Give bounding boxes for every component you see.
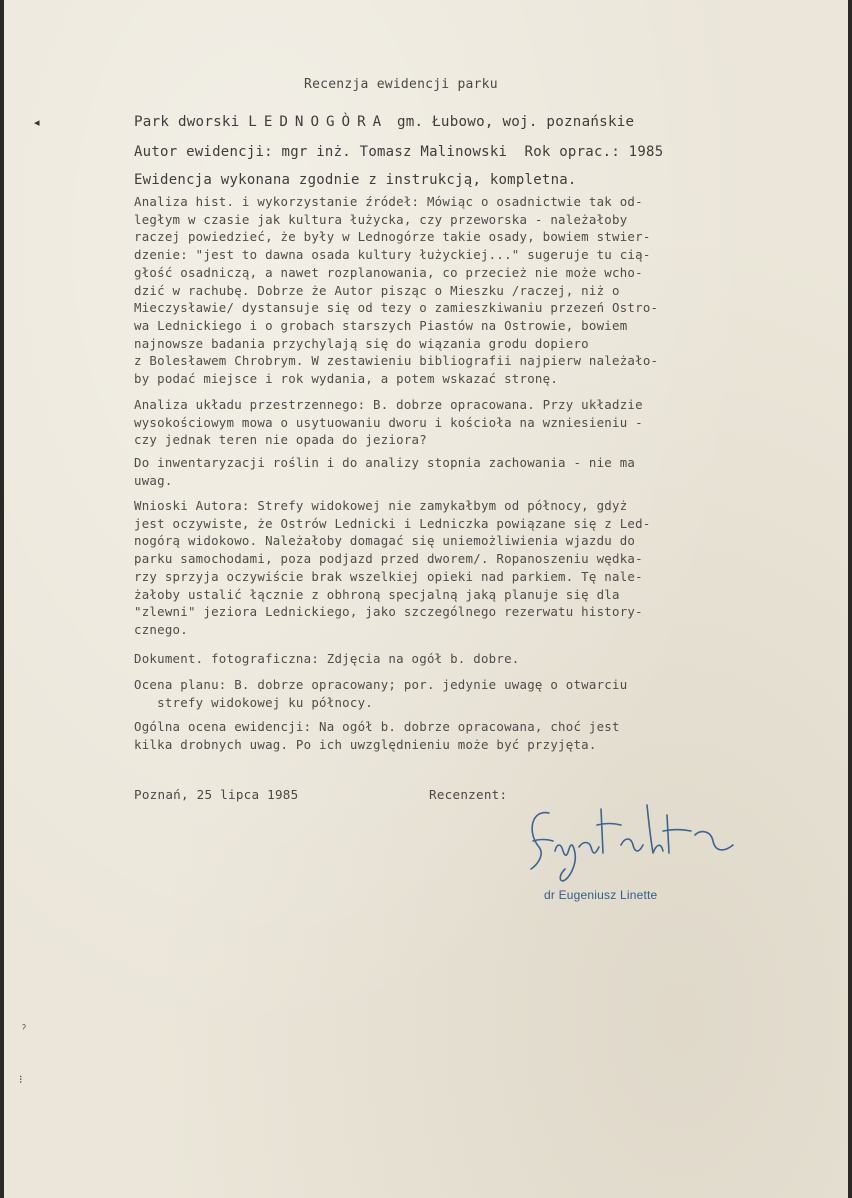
handwritten-signature bbox=[509, 795, 769, 885]
text-line: dzić w rachubę. Dobrze że Autor pisząc o Mieszku /raczej, niż o bbox=[134, 282, 620, 298]
text-line: Ogólna ocena ewidencji: Na ogół b. dobrze opracowana, choć jest bbox=[134, 719, 620, 734]
text-line: dzenie: "jest to dawna osada kultury łużyckiej..." sugeruje tu cią- bbox=[134, 247, 651, 263]
spatial-layout-paragraph bbox=[134, 396, 643, 449]
text-line: parku samochodami, poza podjazd przed dworem/. Ropanoszeniu wędka- bbox=[134, 551, 643, 567]
reviewer-label: Recenzent: bbox=[429, 787, 508, 802]
analysis-historical-paragraph bbox=[134, 193, 658, 388]
place-date: Poznań, 25 lipca 1985 bbox=[134, 787, 299, 802]
text-line: Analiza hist. i wykorzystanie źródeł: Mówiąc o osadnictwie tak od- bbox=[134, 194, 643, 209]
inventory-paragraph bbox=[134, 454, 635, 489]
text-line: żałoby ustalić łącznie z obhroną specjalną jaką planuje się dla bbox=[134, 586, 620, 602]
conclusions-paragraph bbox=[134, 497, 651, 639]
text-line: Mieczysławie/ dystansuje się od tezy o zamieszkiwaniu przezeń Ostro- bbox=[134, 300, 659, 316]
text-line: wa Lednickiego i o grobach starszych Piastów na Ostrowie, bowiem bbox=[134, 317, 628, 333]
text-line: wysokościowym mowa o usytuowaniu dworu i kościoła na wzniesieniu - bbox=[134, 414, 643, 430]
text-line: Dokument. fotograficzna: Zdjęcia na ogół b. dobre. bbox=[134, 651, 520, 666]
text-line: czy jednak teren nie opada do jeziora? bbox=[134, 432, 427, 448]
text-line: ległym w czasie jak kultura łużycka, czy przeworska - należałoby bbox=[134, 211, 628, 227]
text-line: uwag. bbox=[134, 472, 173, 488]
text-line: raczej powiedzieć, że były w Lednogórze takie osady, bowiem stwier- bbox=[134, 229, 651, 245]
text-line: cznego. bbox=[134, 621, 188, 637]
text-line: Analiza układu przestrzennego: B. dobrze opracowana. Przy układzie bbox=[134, 397, 643, 412]
text-line: kilka drobnych uwag. Po ich uwzględnieniu może być przyjęta. bbox=[134, 736, 597, 752]
plan-rating-paragraph bbox=[134, 676, 627, 711]
text-line: by podać miejsce i rok wydania, a potem wskazać stronę. bbox=[134, 371, 559, 387]
ewidencja-line: Ewidencja wykonana zgodnie z instrukcją, kompletna. bbox=[134, 172, 577, 188]
park-line-prefix: Park dworski bbox=[134, 114, 249, 130]
text-line: jest oczywiste, że Ostrów Lednicki i Ledniczka powiązane się z Led- bbox=[134, 515, 651, 531]
text-line: "zlewni" jeziora Lednickiego, jako szczególnego rezerwatu history- bbox=[134, 604, 643, 620]
margin-mark: ˀ bbox=[22, 1023, 26, 1035]
park-line bbox=[134, 114, 634, 132]
photo-documentation-paragraph bbox=[134, 650, 520, 668]
overall-rating-paragraph bbox=[134, 718, 620, 753]
text-line: nogórą widokowo. Należałoby domagać się uniemożliwienia wjazdu do bbox=[134, 533, 636, 549]
text-line: Do inwentaryzacji roślin i do analizy stopnia zachowania - nie ma bbox=[134, 455, 636, 470]
text-line: rzy sprzyja oczywiście brak wszelkiej opieki nad parkiem. Tę nale- bbox=[134, 568, 643, 584]
author-line: Autor ewidencji: mgr inż. Tomasz Malinowski Rok oprac.: 1985 bbox=[134, 144, 664, 160]
margin-mark: ⁝ bbox=[19, 1074, 23, 1086]
text-line: strefy widokowej ku północy. bbox=[134, 694, 374, 710]
park-location: gm. Łubowo, woj. poznańskie bbox=[388, 114, 635, 130]
text-line: z Bolesławem Chrobrym. W zestawieniu bibliografii najpierw należało- bbox=[134, 353, 659, 369]
margin-mark: ◂ bbox=[34, 117, 40, 129]
text-line: Wnioski Autora: Strefy widokowej nie zamykałbym od północy, gdyż bbox=[134, 498, 628, 513]
text-line: najnowsze badania przychylają się do wiązania grodu dopiero bbox=[134, 335, 589, 351]
text-line: Ocena planu: B. dobrze opracowany; por. jedynie uwagę o otwarciu bbox=[134, 677, 628, 692]
park-name: LEDNOGÒRA bbox=[248, 114, 389, 130]
text-line: głość osadniczą, a nawet rozplanowania, co przecież nie może wcho- bbox=[134, 264, 643, 280]
reviewer-stamp: dr Eugeniusz Linette bbox=[544, 888, 658, 902]
document-title: Recenzja ewidencji parku bbox=[304, 77, 498, 92]
